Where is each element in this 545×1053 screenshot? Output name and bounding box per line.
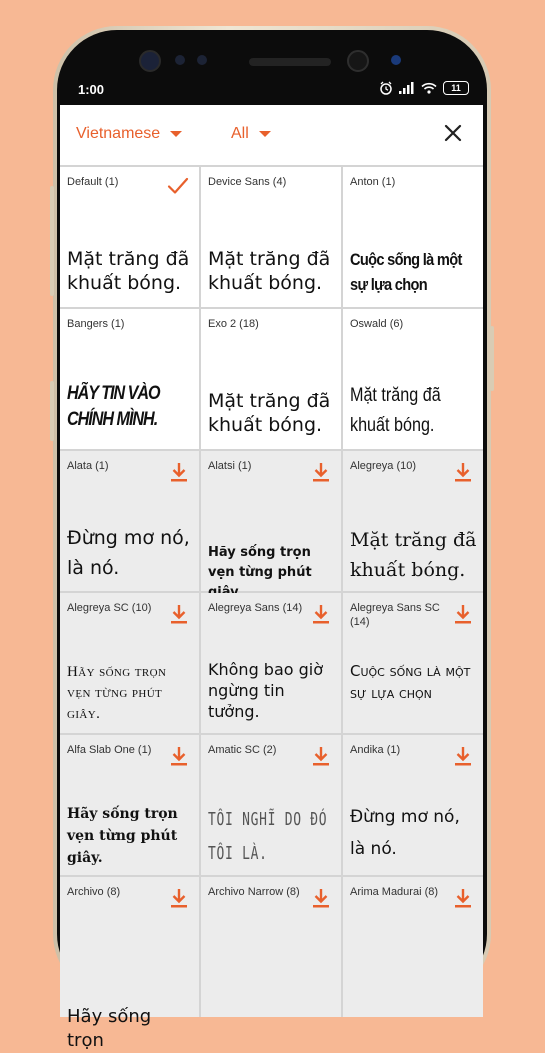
font-sample: Hãy sống trọn bbox=[67, 1006, 152, 1051]
font-sample: Hãy sống trọn vẹn từng phút bbox=[208, 545, 312, 580]
font-sample: Đừng mơ nó, là nó. bbox=[350, 807, 460, 859]
status-icons bbox=[379, 81, 469, 95]
font-sample: Không bao giờ ngừng tin tưởng. bbox=[208, 660, 324, 721]
font-sample: Mặt trăng đã khuất bóng. bbox=[208, 248, 331, 294]
font-name: Alata (1) bbox=[67, 460, 109, 472]
font-name: Archivo Narrow (8) bbox=[208, 886, 300, 898]
font-name: Exo 2 (18) bbox=[208, 318, 259, 330]
font-name: Andika (1) bbox=[350, 744, 401, 756]
font-name: Anton (1) bbox=[350, 176, 396, 188]
iris-scanner-icon bbox=[139, 50, 161, 72]
download-icon[interactable] bbox=[312, 462, 330, 482]
category-dropdown[interactable] bbox=[231, 125, 271, 143]
font-tile-alatsi[interactable] bbox=[201, 451, 341, 591]
checkmark-icon bbox=[167, 176, 189, 196]
status-time: 1:00 bbox=[78, 82, 105, 97]
font-sample: Hãy sống trọn vẹn từng phút giây. bbox=[67, 806, 178, 866]
font-sample: Cuộc sống là một sự lựa chọn bbox=[350, 250, 462, 294]
language-dropdown-label: Vietnamese bbox=[76, 125, 161, 142]
download-icon[interactable] bbox=[312, 604, 330, 624]
font-tile-archivo[interactable] bbox=[60, 877, 199, 1051]
font-name: Alfa Slab One (1) bbox=[67, 744, 152, 756]
font-name: Alegreya Sans (14) bbox=[208, 602, 303, 614]
font-name: Alegreya (10) bbox=[350, 460, 417, 472]
chevron-down-icon bbox=[170, 131, 182, 137]
close-icon[interactable] bbox=[441, 121, 465, 145]
category-dropdown-label: All bbox=[231, 125, 249, 142]
battery-indicator: 11 bbox=[443, 81, 469, 95]
font-tile-alfa-slab-one[interactable] bbox=[60, 735, 199, 875]
font-name: Amatic SC (2) bbox=[208, 744, 277, 756]
font-tile-andika[interactable] bbox=[343, 735, 483, 875]
font-name: Alegreya SC (10) bbox=[67, 602, 152, 614]
download-icon[interactable] bbox=[312, 746, 330, 766]
font-tile-default[interactable] bbox=[60, 167, 199, 307]
download-icon[interactable] bbox=[170, 462, 188, 482]
font-tile-archivo-narrow[interactable] bbox=[201, 877, 341, 1017]
download-icon[interactable] bbox=[312, 888, 330, 908]
filter-bar bbox=[60, 105, 483, 165]
font-tile-arima-madurai[interactable] bbox=[343, 877, 483, 1017]
wifi-icon bbox=[421, 82, 437, 94]
font-name: Oswald (6) bbox=[350, 318, 404, 330]
font-name: Default (1) bbox=[67, 176, 119, 188]
download-icon[interactable] bbox=[454, 604, 472, 624]
download-icon[interactable] bbox=[454, 462, 472, 482]
font-sample: Mặt trăng đã khuất bóng. bbox=[67, 248, 190, 294]
alarm-icon bbox=[379, 81, 393, 95]
font-sample: Mặt trăng đã khuất bóng. bbox=[350, 385, 441, 436]
font-tile-alegreya-sans-sc[interactable] bbox=[343, 593, 483, 733]
font-tile-alegreya-sans[interactable] bbox=[201, 593, 341, 733]
language-dropdown[interactable] bbox=[76, 125, 182, 143]
font-sample: TÔI NGHĨ DO ĐÓ TÔI LÀ. bbox=[208, 809, 328, 864]
chevron-down-icon bbox=[259, 131, 271, 137]
font-tile-exo-2[interactable] bbox=[201, 309, 341, 449]
font-grid bbox=[60, 165, 483, 1051]
font-name: Arima Madurai (8) bbox=[350, 886, 439, 898]
font-name: Device Sans (4) bbox=[208, 176, 287, 188]
download-icon[interactable] bbox=[170, 604, 188, 624]
download-icon[interactable] bbox=[170, 888, 188, 908]
font-tile-anton[interactable] bbox=[343, 167, 483, 307]
volume-button bbox=[50, 186, 54, 296]
font-tile-oswald[interactable] bbox=[343, 309, 483, 449]
font-sample: Đừng mơ nó, là nó. bbox=[67, 527, 190, 579]
font-name: Archivo (8) bbox=[67, 886, 121, 898]
font-name: Alatsi (1) bbox=[208, 460, 252, 472]
bixby-button bbox=[50, 381, 54, 441]
font-sample: Cuộc sống là một sự lựa chọn bbox=[350, 662, 471, 702]
font-tile-device-sans[interactable] bbox=[201, 167, 341, 307]
sensor-icon bbox=[175, 55, 185, 65]
signal-icon bbox=[399, 82, 415, 94]
led-icon bbox=[391, 55, 401, 65]
font-tile-alegreya[interactable] bbox=[343, 451, 483, 591]
font-picker-screen bbox=[60, 105, 483, 1051]
font-tile-alegreya-sc[interactable] bbox=[60, 593, 199, 733]
font-sample: Mặt trăng đã khuất bóng. bbox=[208, 390, 331, 436]
font-tile-amatic-sc[interactable] bbox=[201, 735, 341, 875]
download-icon[interactable] bbox=[170, 746, 188, 766]
font-sample: Mặt trăng đã khuất bóng. bbox=[350, 529, 477, 581]
earpiece-speaker bbox=[249, 58, 331, 66]
sensor-icon bbox=[197, 55, 207, 65]
font-sample: HÃY TIN VÀO CHÍNH MÌNH. bbox=[67, 383, 160, 430]
font-tile-alata[interactable] bbox=[60, 451, 199, 591]
font-name: Alegreya Sans SC (14) bbox=[350, 602, 440, 628]
front-camera-icon bbox=[347, 50, 369, 72]
font-tile-bangers[interactable] bbox=[60, 309, 199, 449]
download-icon[interactable] bbox=[454, 746, 472, 766]
font-name: Bangers (1) bbox=[67, 318, 125, 330]
power-button bbox=[490, 326, 494, 391]
download-icon[interactable] bbox=[454, 888, 472, 908]
font-sample: Hãy sống trọn vẹn từng phút giây. bbox=[67, 664, 167, 722]
status-bar bbox=[60, 78, 483, 102]
